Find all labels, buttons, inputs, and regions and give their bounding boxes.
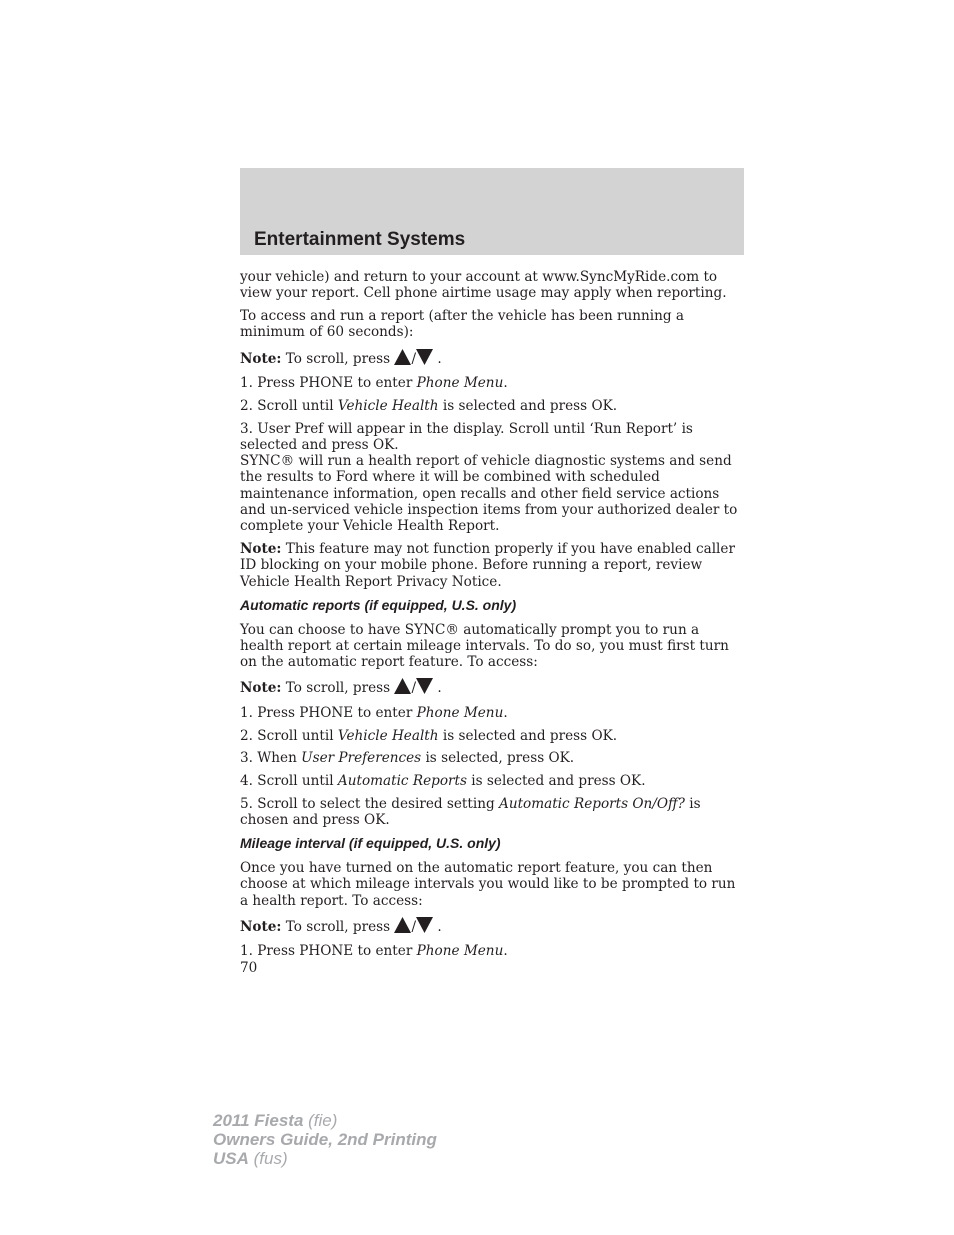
note-label: Note: xyxy=(240,918,282,935)
step-text: is selected and press OK. xyxy=(438,727,618,744)
triangle-down-icon xyxy=(416,917,433,933)
step-b-3 xyxy=(240,750,744,766)
document-footer xyxy=(213,1111,437,1168)
step-text: is selected, press OK. xyxy=(421,750,575,767)
step-text: 2. Scroll until xyxy=(240,397,338,414)
step-text: 3. When xyxy=(240,750,302,767)
note-label: Note: xyxy=(240,680,282,697)
caller-id-note xyxy=(240,541,744,590)
footer-model-code: (fie) xyxy=(303,1111,338,1130)
mileage-interval-paragraph: Once you have turned on the automatic report feature, you can then choose at which mileage intervals you would like to be prompted to run a health report. To access: xyxy=(240,860,736,909)
automatic-reports-heading: Automatic reports (if equipped, U.S. only) xyxy=(240,596,517,613)
section-title: Entertainment Systems xyxy=(254,229,466,250)
intro-paragraph-2: To access and run a report (after the vehicle has been running a minimum of 60 seconds): xyxy=(240,308,685,341)
step-b-1 xyxy=(240,705,744,721)
step-b-2 xyxy=(240,728,744,744)
step-text: . xyxy=(503,704,508,721)
step-text: . xyxy=(503,374,508,391)
note-end: . xyxy=(437,350,442,367)
footer-model: 2011 Fiesta xyxy=(213,1111,304,1130)
note-text: To scroll, press xyxy=(285,680,391,697)
footer-region: USA xyxy=(213,1149,249,1168)
note-end: . xyxy=(437,918,442,935)
step-text: is chosen and press OK. xyxy=(240,795,701,829)
page-content xyxy=(240,269,744,982)
triangle-up-icon xyxy=(394,917,411,933)
scroll-note-2 xyxy=(240,678,744,696)
note-separator: / xyxy=(411,680,417,697)
footer-guide-line xyxy=(213,1130,437,1149)
note-text: To scroll, press xyxy=(285,350,391,367)
step-menu-name: Phone Menu xyxy=(416,374,504,391)
note-label: Note: xyxy=(240,541,282,558)
footer-region-code: (fus) xyxy=(248,1149,288,1168)
step-b-4 xyxy=(240,773,744,789)
step-text: 1. Press PHONE to enter xyxy=(240,374,417,391)
step-text: is selected and press OK. xyxy=(438,397,618,414)
step-a-2 xyxy=(240,398,744,414)
step-menu-name: User Preferences xyxy=(301,750,422,767)
step-text: 1. Press PHONE to enter xyxy=(240,704,417,721)
automatic-reports-paragraph: You can choose to have SYNC® automatically prompt you to run a health report at certain mileage intervals. To do so, you must first turn on the automatic report feature. To access: xyxy=(240,621,729,671)
triangle-down-icon xyxy=(416,678,433,694)
step-menu-name: Vehicle Health xyxy=(337,397,439,414)
footer-guide: Owners Guide, 2nd Printing xyxy=(213,1130,437,1149)
step-a-1 xyxy=(240,375,744,391)
triangle-up-icon xyxy=(394,349,411,365)
step-b-5 xyxy=(240,796,744,829)
footer-region-line xyxy=(213,1149,437,1168)
step-menu-name: Automatic Reports xyxy=(337,773,467,790)
scroll-note-3 xyxy=(240,917,744,935)
step-text: 5. Scroll to select the desired setting xyxy=(240,795,499,812)
step-text: 4. Scroll until xyxy=(240,773,338,790)
step-text: . xyxy=(503,943,508,960)
note-end: . xyxy=(437,680,442,697)
step-a-3: 3. User Pref will appear in the display. Scroll until ‘Run Report’ is selected and press OK. xyxy=(240,420,693,453)
step-text: 1. Press PHONE to enter xyxy=(240,943,417,960)
sync-paragraph: SYNC® will run a health report of vehicle diagnostic systems and send the results to Ford where it will be combined with scheduled maintenance information, open recalls and other field service actions and un-serviced vehicle inspection items from your authorized dealer to complete your Vehicle Health Report. xyxy=(240,453,738,535)
step-menu-name: Phone Menu xyxy=(416,943,504,960)
mileage-interval-heading: Mileage interval (if equipped, U.S. only) xyxy=(240,835,501,852)
step-menu-name: Automatic Reports On/Off? xyxy=(499,795,685,812)
step-menu-name: Vehicle Health xyxy=(337,727,439,744)
page-number: 70 xyxy=(240,959,258,976)
intro-paragraph-1: your vehicle) and return to your account at www.SyncMyRide.com to view your report. Cell phone airtime usage may apply when reporting. xyxy=(240,269,727,302)
note-separator: / xyxy=(411,350,417,367)
section-header-band xyxy=(240,168,744,255)
scroll-note-1 xyxy=(240,349,744,367)
footer-model-line xyxy=(213,1111,437,1130)
step-menu-name: Phone Menu xyxy=(416,704,504,721)
triangle-down-icon xyxy=(416,349,433,365)
note-label: Note: xyxy=(240,350,282,367)
note-text: To scroll, press xyxy=(285,918,391,935)
step-text: is selected and press OK. xyxy=(466,773,646,790)
triangle-up-icon xyxy=(394,678,411,694)
note-text: This feature may not function properly if you have enabled caller ID blocking on your mobile phone. Before running a report, review Vehicle Health Report Privacy Notice. xyxy=(240,541,735,590)
note-separator: / xyxy=(411,918,417,935)
step-c-1 xyxy=(240,943,744,959)
step-text: 2. Scroll until xyxy=(240,727,338,744)
